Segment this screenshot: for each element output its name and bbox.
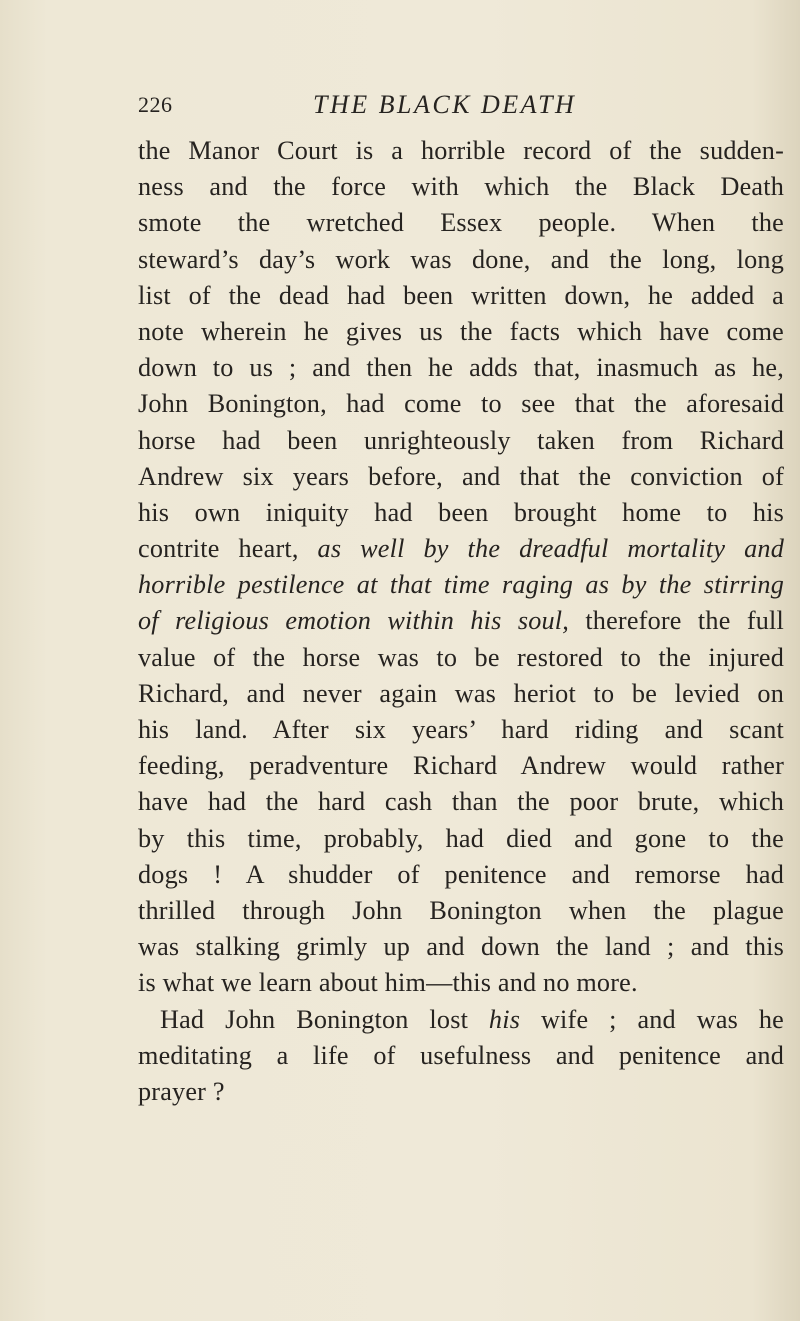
text-line: note wherein he gives us the facts which have come <box>138 316 784 346</box>
text-line <box>138 603 784 639</box>
text-line: by this time, probably, had died and gone to the <box>138 823 784 853</box>
italic-run: his <box>488 1004 521 1034</box>
body-text <box>138 133 784 1110</box>
text-line: down to us ; and then he adds that, inasmuch as he, <box>138 353 784 383</box>
text-line: ness and the force with which the Black Death <box>138 172 784 202</box>
text-line: dogs ! A shudder of penitence and remorse had <box>138 859 784 889</box>
text-line: his land. After six years’ hard riding and scant <box>138 715 784 744</box>
text-line: was stalking grimly up and down the land ; and this <box>138 932 784 962</box>
text-line: Andrew six years before, and that the conviction of <box>138 461 784 491</box>
text-line: is what we learn about him—this and no more. <box>138 968 638 998</box>
text-line: his own iniquity had been brought home to his <box>138 497 784 527</box>
text-line: meditating a life of usefulness and penitence and <box>138 1040 784 1070</box>
page-number: 226 <box>138 92 173 117</box>
text-line: smote the wretched Essex people. When the <box>138 208 784 238</box>
text-run: wife ; and was he <box>520 1004 784 1034</box>
text-line: horse had been unrighteously taken from Richard <box>138 425 784 455</box>
text-line: feeding, peradventure Richard Andrew would rather <box>138 751 784 781</box>
text-line: steward’s day’s work was done, and the long, long <box>138 244 784 274</box>
text-run: contrite heart, <box>138 534 318 564</box>
italic-run: horrible pestilence at that time raging as by the stirring <box>138 570 784 600</box>
text-line: the Manor Court is a horrible record of the sudden- <box>138 136 784 165</box>
text-line: prayer ? <box>138 1076 225 1106</box>
text-line: Richard, and never again was heriot to be levied on <box>138 678 784 708</box>
text-line <box>138 1002 784 1038</box>
text-line: list of the dead had been written down, he added a <box>138 280 784 310</box>
text-line: thrilled through John Bonington when the plague <box>138 895 784 925</box>
text-line <box>138 531 784 567</box>
text-line: have had the hard cash than the poor brute, which <box>138 787 784 817</box>
text-run: therefore the full <box>569 606 784 636</box>
page-header <box>0 88 800 128</box>
text-line: value of the horse was to be restored to the injured <box>138 642 784 672</box>
text-run: Had John Bonington lost <box>160 1004 489 1034</box>
text-line <box>138 567 784 603</box>
running-head: THE BLACK DEATH <box>313 90 577 119</box>
italic-run: of religious emotion within his soul, <box>138 606 570 636</box>
text-line: John Bonington, had come to see that the aforesaid <box>138 389 784 419</box>
italic-run: as well by the dreadful mortality and <box>317 534 784 564</box>
